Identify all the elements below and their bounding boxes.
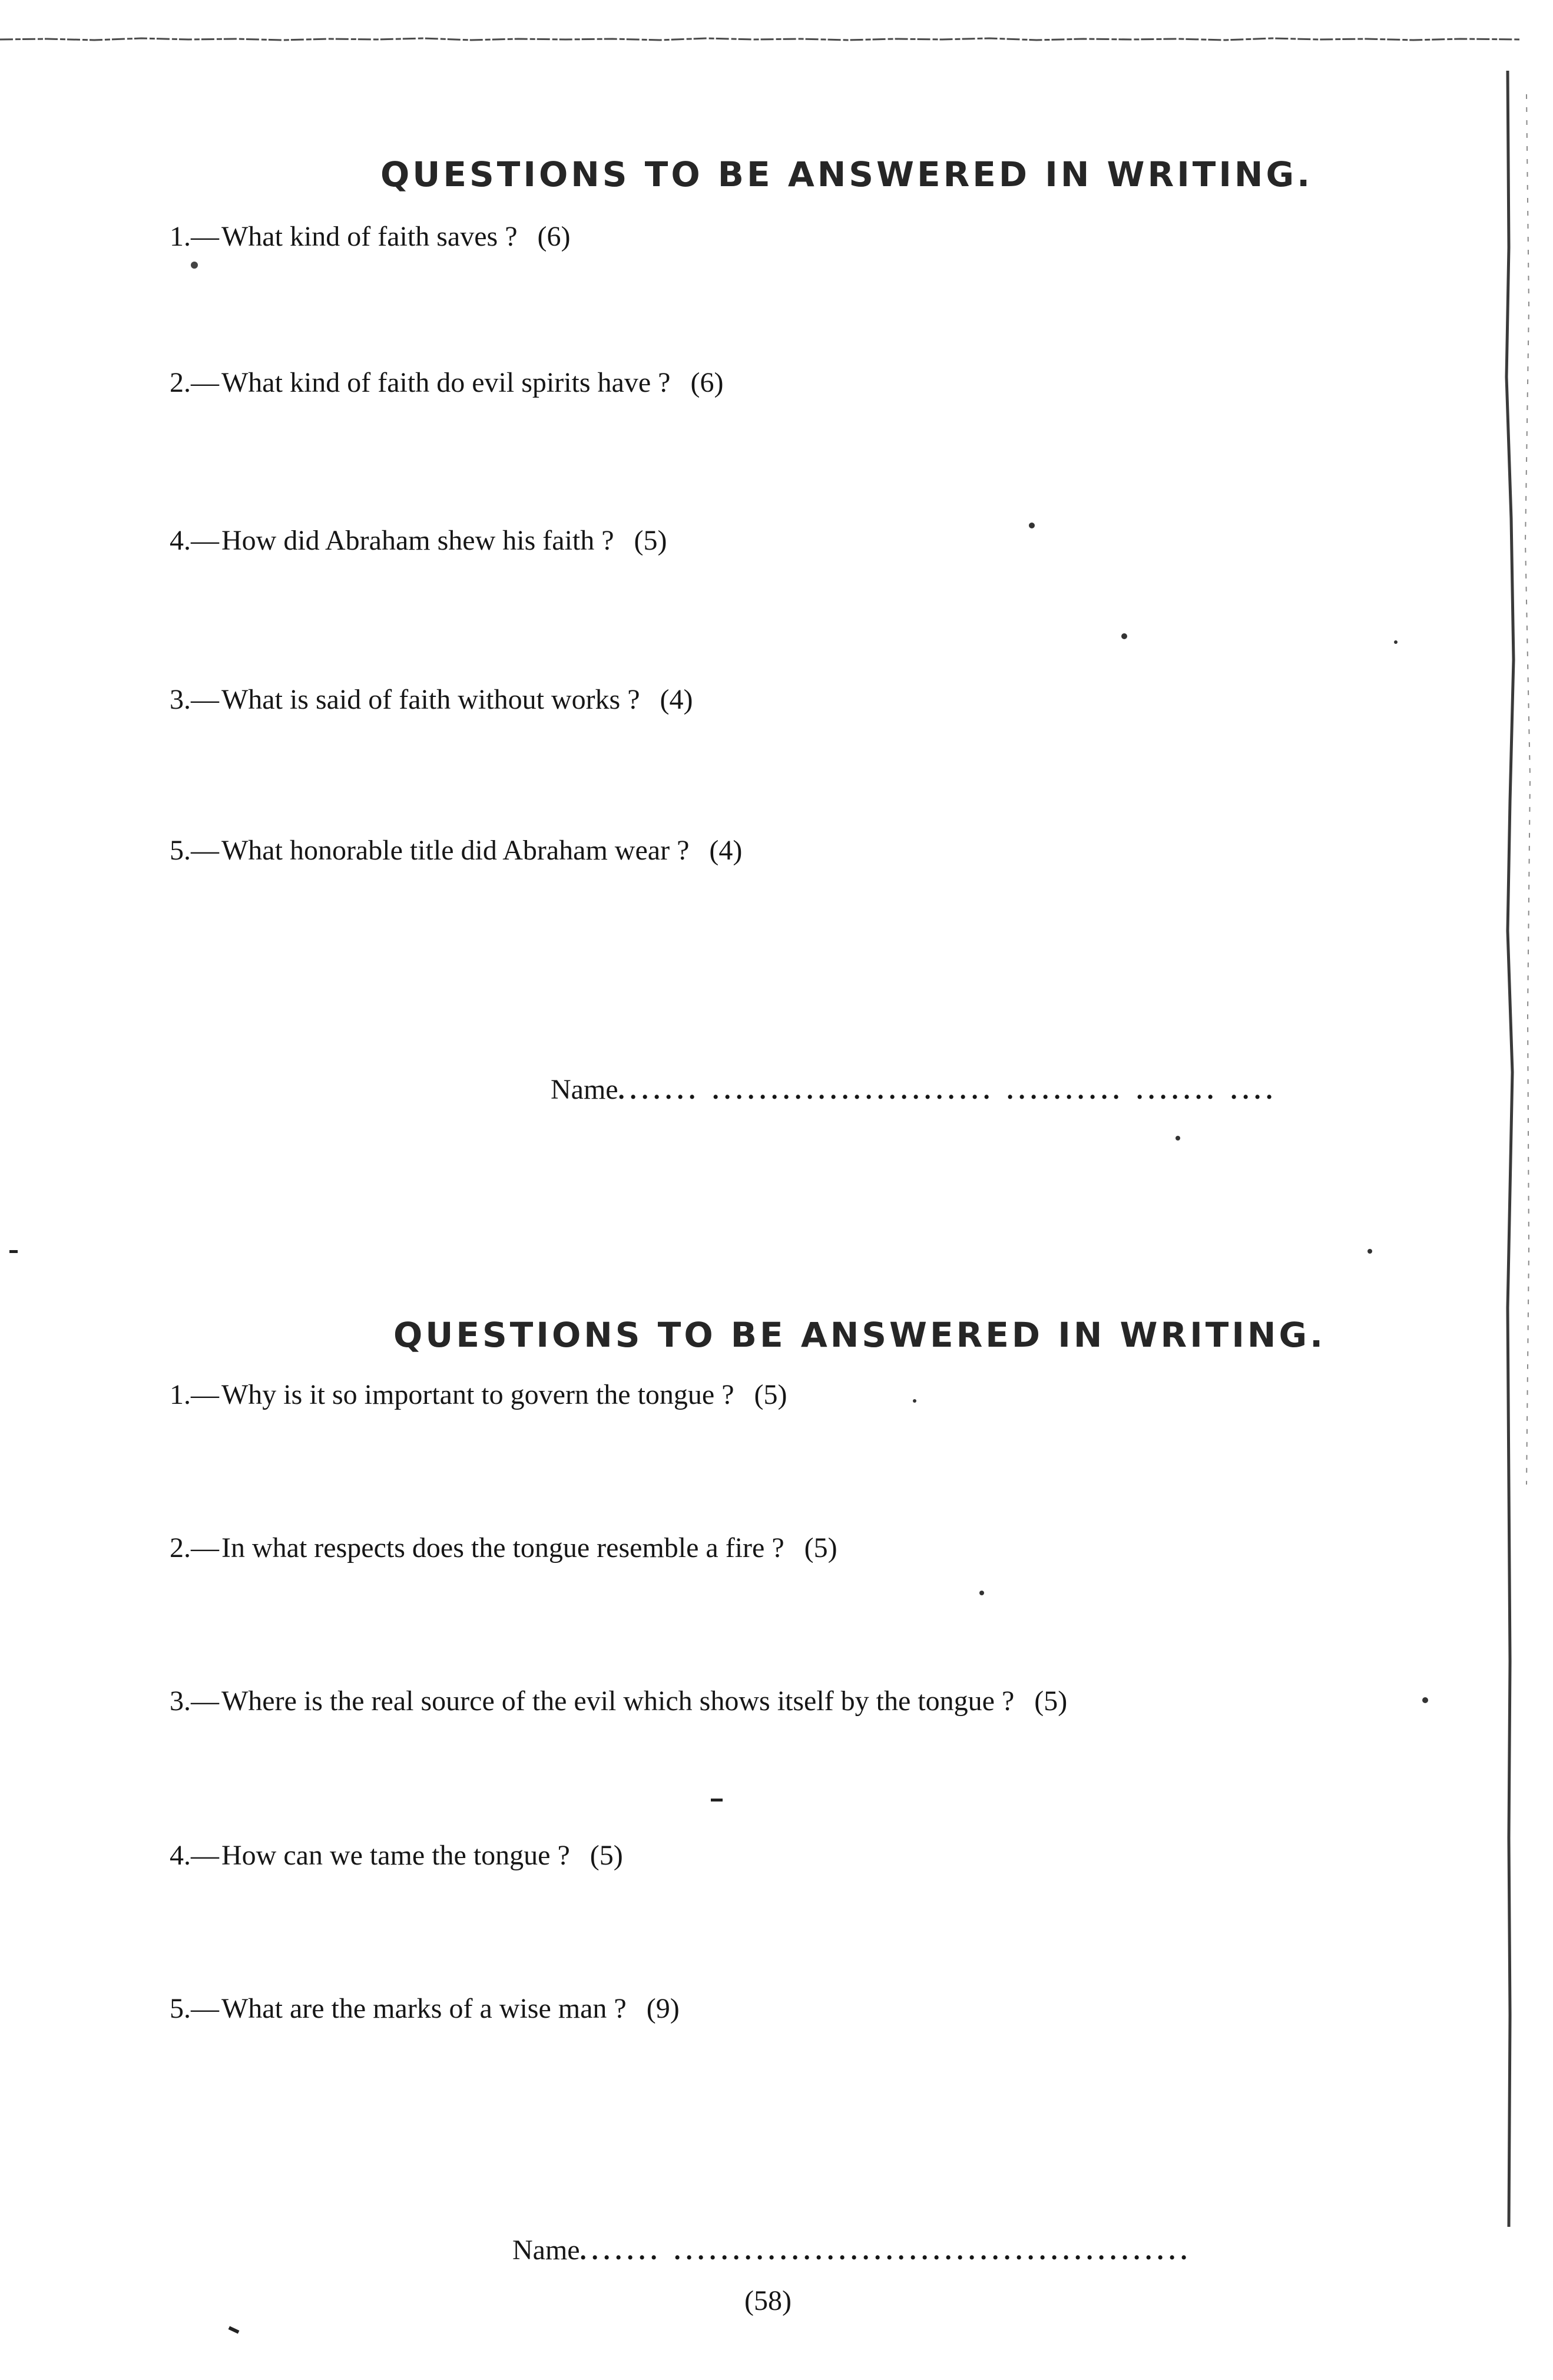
question-number: 1. — [170, 221, 191, 252]
question-number: 5. — [170, 1993, 191, 2024]
question-number: 5. — [170, 835, 191, 866]
question-number: 1. — [170, 1379, 191, 1410]
question-marks: (4) — [709, 835, 743, 866]
name-dotted-line: ....... ........................ .......... ....... .... — [618, 1076, 1278, 1105]
question-text: What kind of faith do evil spirits have ? — [221, 367, 671, 398]
section-2-heading: QUESTIONS TO BE ANSWERED IN WRITING. — [393, 1315, 1326, 1355]
question-marks: (6) — [690, 367, 724, 398]
question-text: How did Abraham shew his faith ? — [221, 525, 614, 556]
section-2-question-3: 3.—Where is the real source of the evil which shows itself by the tongue ? (5) — [170, 1685, 1068, 1717]
section-1-heading: QUESTIONS TO BE ANSWERED IN WRITING. — [380, 154, 1313, 194]
question-text: Why is it so important to govern the tongue ? — [221, 1379, 734, 1410]
question-marks: (9) — [646, 1993, 680, 2024]
question-text: What are the marks of a wise man ? — [221, 1993, 627, 2024]
question-number: 4. — [170, 525, 191, 556]
question-text: What honorable title did Abraham wear ? — [221, 835, 690, 866]
section-1-question-5: 5.—What honorable title did Abraham wear ? (4) — [170, 835, 743, 866]
question-marks: (4) — [660, 684, 693, 715]
question-marks: (5) — [754, 1379, 787, 1410]
section-1-question-3: 4.—How did Abraham shew his faith ? (5) — [170, 525, 667, 556]
question-marks: (6) — [537, 221, 571, 252]
question-text: What kind of faith saves ? — [221, 221, 518, 252]
question-text: What is said of faith without works ? — [221, 684, 640, 715]
section-2-name-field[interactable] — [512, 2234, 1193, 2266]
name-label: Name — [551, 1074, 618, 1105]
question-number: 3. — [170, 684, 191, 715]
section-1-name-field[interactable] — [551, 1073, 1278, 1106]
question-text: Where is the real source of the evil which shows itself by the tongue ? — [221, 1685, 1015, 1717]
question-marks: (5) — [804, 1532, 837, 1563]
question-marks: (5) — [590, 1840, 623, 1871]
question-marks: (5) — [634, 525, 667, 556]
question-marks: (5) — [1034, 1685, 1068, 1717]
question-number: 2. — [170, 1532, 191, 1563]
question-number: 2. — [170, 367, 191, 398]
question-number: 3. — [170, 1685, 191, 1717]
section-2-question-1: 1.—Why is it so important to govern the tongue ? (5) — [170, 1379, 787, 1410]
name-label: Name — [512, 2234, 580, 2266]
section-1-question-2: 2.—What kind of faith do evil spirits have ? (6) — [170, 367, 724, 398]
question-number: 4. — [170, 1840, 191, 1871]
question-text: In what respects does the tongue resemble a fire ? — [221, 1532, 784, 1563]
name-dotted-line: ....... ............................................ — [580, 2236, 1193, 2265]
page-number: (58) — [744, 2285, 792, 2316]
section-2-question-4: 4.—How can we tame the tongue ? (5) — [170, 1840, 623, 1871]
section-2-question-2: 2.—In what respects does the tongue resemble a fire ? (5) — [170, 1532, 837, 1563]
section-1-question-4: 3.—What is said of faith without works ? (4) — [170, 684, 693, 715]
question-text: How can we tame the tongue ? — [221, 1840, 570, 1871]
section-1-question-1: 1.—What kind of faith saves ? (6) — [170, 221, 571, 252]
section-2-question-5: 5.—What are the marks of a wise man ? (9) — [170, 1993, 680, 2024]
